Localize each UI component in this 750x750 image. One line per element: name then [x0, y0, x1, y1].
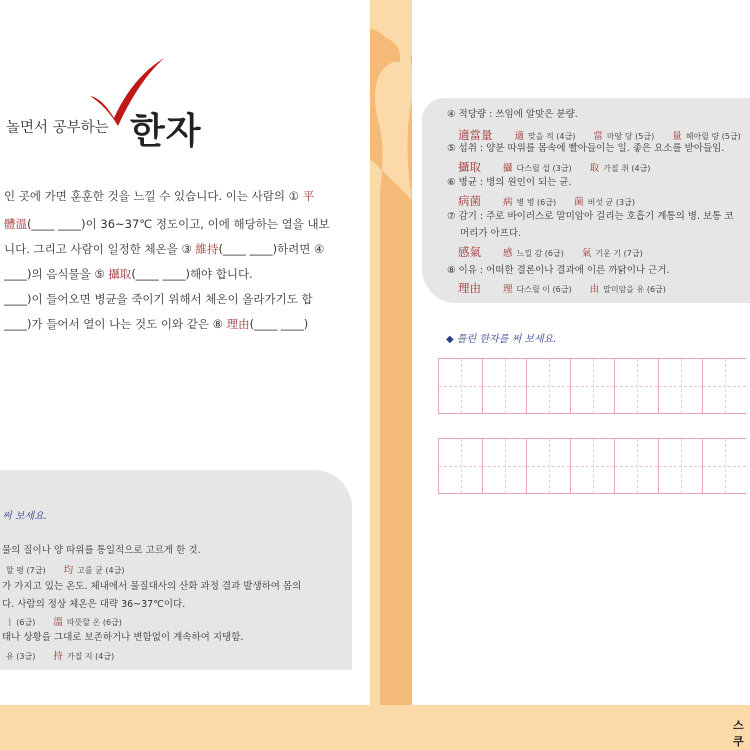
- body-line: [4, 188, 314, 204]
- definition-text: 태나 상황을 그대로 보존하거나 변함없이 계속하여 지탱함.: [2, 632, 244, 643]
- character-meaning: 맞을 적 (4급): [528, 132, 576, 141]
- character: 由: [589, 284, 600, 295]
- character-meaning: 다스릴 이 (6급): [516, 285, 572, 294]
- definition-text: ⑧ 이유 : 어떠한 결론이나 결과에 이른 까닭이나 근거.: [447, 265, 670, 276]
- hanja-word: 攝取: [458, 160, 481, 174]
- definition-text: 물의 질이나 양 따위를 통일적으로 고르게 한 것.: [2, 545, 201, 556]
- character: 氣: [581, 248, 592, 259]
- left-section-title: 써 보세요.: [2, 511, 47, 522]
- hanja-term: 體溫: [4, 217, 27, 231]
- character-meaning: 느낄 감 (6급): [516, 249, 564, 258]
- grid-cell[interactable]: [702, 438, 746, 494]
- definition-text: ⑦ 감기 : 주로 바이러스로 말미암아 걸리는 호흡기 계통의 병. 보통 코: [447, 211, 734, 222]
- hanja-term: 理由: [226, 317, 250, 331]
- character: 攝: [503, 163, 513, 174]
- hanja-word: 病菌: [458, 194, 481, 208]
- character-meaning: 가질 지 (4급): [66, 652, 115, 661]
- body-text: ____)이 들어오면 병균을 죽이기 위해서 체온이 올라가기도 합: [4, 292, 313, 306]
- character-meanings: [458, 159, 664, 175]
- character-meaning: 따뜻할 온 (6급): [66, 618, 122, 627]
- character: 量: [672, 131, 682, 142]
- definition-continuation: 머리가 아프다.: [460, 228, 522, 239]
- hanja-word: 理由: [458, 281, 481, 295]
- grid-cell[interactable]: [658, 438, 702, 494]
- grid-cell[interactable]: [526, 438, 570, 494]
- hanja-word: 適當量: [458, 128, 493, 142]
- page-title: 한자: [130, 111, 202, 152]
- title-subtitle: 놀면서 공부하는: [6, 120, 109, 136]
- body-text: ____)의 음식물을 ⑤: [4, 267, 109, 281]
- body-text: (____ ____)해야 합니다.: [131, 267, 253, 281]
- grid-cell[interactable]: [614, 438, 658, 494]
- body-text: 인 곳에 가면 훈훈한 것을 느낄 수 있습니다. 이는 사람의 ①: [4, 189, 303, 203]
- character: 理: [503, 284, 513, 295]
- grid-cell[interactable]: [570, 358, 614, 414]
- character: 適: [514, 131, 525, 142]
- definition-text: ④ 적당량 : 쓰임에 알맞은 분량.: [447, 109, 578, 120]
- grid-cell[interactable]: [482, 438, 526, 494]
- character-meaning: 마땅 당 (5급): [606, 132, 655, 141]
- body-line: [4, 266, 253, 282]
- character: 持: [53, 651, 63, 662]
- definition-text: ⑤ 섭취 : 양분 따위를 몸속에 빨아들이는 일. 좋은 요소를 받아들임.: [447, 143, 725, 154]
- character-meanings: [2, 562, 138, 576]
- character-meaning: 가질 취 (4급): [603, 164, 651, 173]
- character-meanings: [458, 244, 657, 260]
- body-line: [4, 291, 313, 307]
- character-meaning: ㅣ (6급): [6, 618, 36, 627]
- definition-text: 가 가지고 있는 온도. 체내에서 물질대사의 산화 과정 결과 발생하여 몸의: [2, 581, 302, 592]
- publisher-logo: 스쿠: [733, 719, 744, 748]
- character: 當: [593, 131, 603, 142]
- character-meanings: [2, 614, 136, 628]
- character-meaning: 헤아릴 량 (5급): [685, 132, 741, 141]
- character-meanings: [458, 280, 680, 296]
- hanja-term: 維持: [195, 242, 219, 256]
- practice-title: ◆ 틀린 한자를 써 보세요.: [446, 334, 557, 345]
- practice-grid-row-1[interactable]: [438, 358, 750, 414]
- character-meaning: 병 병 (6급): [516, 198, 557, 207]
- body-line: [4, 216, 330, 232]
- character-meaning: 말미암을 유 (6급): [603, 285, 666, 294]
- hanja-term: 平: [302, 189, 315, 203]
- grid-cell[interactable]: [526, 358, 570, 414]
- grid-cell[interactable]: [658, 358, 702, 414]
- body-text: (____ ____)이 36~37℃ 정도이고, 이에 해당하는 열을 내보: [27, 217, 330, 231]
- character-meaning: 할 평 (7급): [6, 566, 46, 575]
- character: 菌: [574, 197, 584, 208]
- grid-cell[interactable]: [438, 438, 482, 494]
- body-line: [4, 316, 308, 332]
- practice-grid-row-2[interactable]: [438, 438, 750, 494]
- body-line: [4, 241, 324, 257]
- hanja-term: 攝取: [108, 267, 132, 281]
- definition-text: ⑥ 병균 : 병의 원인이 되는 균.: [447, 177, 572, 188]
- body-text: (____ ____): [249, 317, 309, 331]
- character-meaning: 유 (3급): [6, 652, 36, 661]
- character-meaning: 다스릴 섭 (3급): [516, 164, 572, 173]
- character-meaning: 고를 균 (4급): [77, 566, 125, 575]
- character: 取: [589, 163, 600, 174]
- grid-cell[interactable]: [570, 438, 614, 494]
- character-meaning: 기운 기 (7급): [595, 249, 643, 258]
- hanja-word: 感氣: [458, 245, 481, 259]
- character: 均: [63, 565, 74, 576]
- body-text: 니다. 그리고 사람이 일정한 체온을 ③: [4, 242, 196, 256]
- character: 病: [503, 197, 513, 208]
- grid-cell[interactable]: [482, 358, 526, 414]
- definition-text: 다. 사람의 정상 체온은 대략 36~37℃이다.: [2, 599, 186, 610]
- grid-cell[interactable]: [702, 358, 746, 414]
- body-text: ____)가 들어서 열이 나는 것도 이와 같은 ⑧: [4, 317, 227, 331]
- character-meanings: [2, 648, 128, 662]
- character-meanings: [458, 193, 649, 209]
- character: 感: [503, 248, 513, 259]
- grid-cell[interactable]: [614, 358, 658, 414]
- character-meaning: 버섯 균 (3급): [587, 198, 635, 207]
- character: 溫: [53, 617, 63, 628]
- body-text: (____ ____)하려면 ④: [218, 242, 325, 256]
- grid-cell[interactable]: [438, 358, 482, 414]
